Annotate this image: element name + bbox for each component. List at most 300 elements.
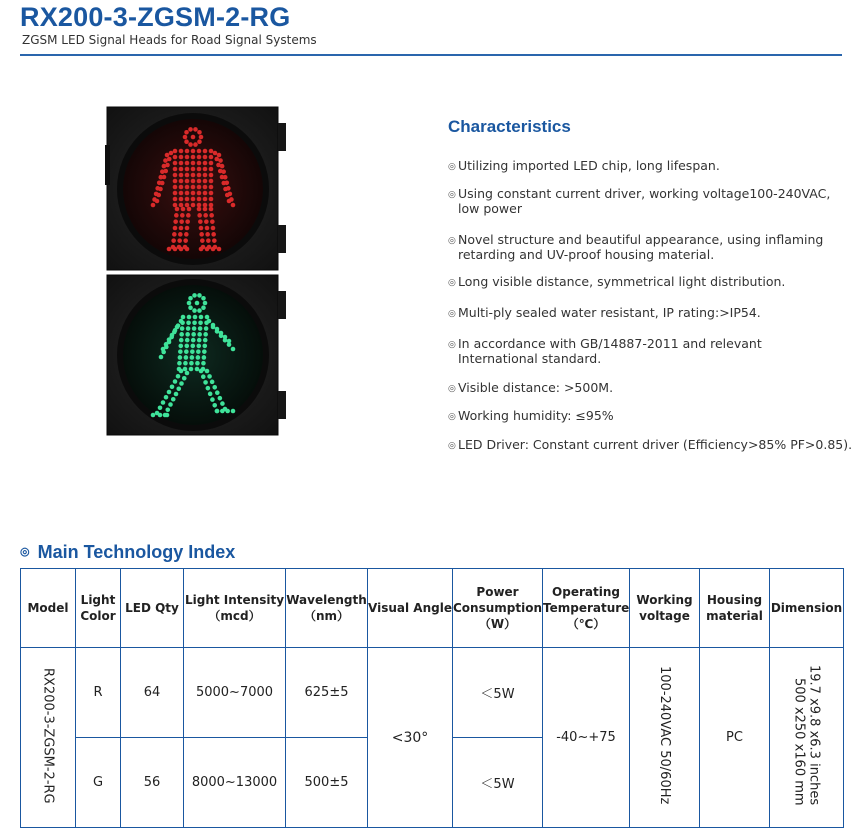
led-dot [223, 338, 228, 343]
led-dot [165, 153, 170, 158]
page-title: RX200-3-ZGSM-2-RG [20, 2, 291, 32]
led-dot [197, 130, 202, 135]
led-dot [177, 361, 182, 366]
tech-index-title: Main Technology Index [37, 542, 236, 562]
led-dot [206, 238, 211, 243]
led-dot [180, 326, 185, 331]
characteristic-item [448, 159, 853, 174]
led-dot [174, 213, 179, 218]
led-dot [207, 374, 212, 379]
led-dot [165, 413, 170, 418]
led-dot [154, 192, 159, 197]
led-dot [173, 161, 178, 166]
led-dot [192, 293, 197, 298]
led-dot [158, 405, 163, 410]
led-dot [197, 185, 202, 190]
led-dot [201, 296, 206, 301]
led-dot [218, 158, 223, 163]
cell-qty: 64 [121, 648, 184, 738]
led-dot [205, 315, 210, 320]
led-dot [179, 203, 184, 208]
led-dot [197, 149, 202, 154]
led-dot [195, 301, 200, 306]
led-dot [179, 149, 184, 154]
characteristic-item [448, 233, 853, 262]
led-dot [169, 151, 174, 156]
led-dot [224, 180, 229, 185]
header-divider [20, 54, 842, 56]
led-dot [171, 238, 176, 243]
led-dot [207, 319, 212, 324]
led-dot [209, 207, 214, 212]
cell-visual-angle: <30° [368, 648, 453, 828]
led-dot [209, 179, 214, 184]
led-dot [203, 155, 208, 160]
led-dot [188, 296, 193, 301]
characteristic-text: In accordance with GB/14887-2011 and relevant [458, 336, 762, 351]
led-dot [205, 247, 210, 252]
led-dot [169, 335, 174, 340]
bullet-icon: ◎ [448, 412, 456, 422]
led-dot [209, 191, 214, 196]
led-dot [185, 161, 190, 166]
characteristic-item [448, 438, 853, 453]
led-dot [179, 185, 184, 190]
led-dot [151, 413, 156, 418]
led-dot [170, 384, 175, 389]
led-dot [190, 344, 195, 349]
led-dot [179, 369, 184, 374]
led-dot [203, 167, 208, 172]
led-dot [217, 153, 222, 158]
bullet-icon: ◎ [448, 340, 456, 350]
col-header-temperature: Operating Temperature （℃） [543, 569, 630, 648]
bullet-icon: ◎ [448, 278, 456, 288]
led-dot [197, 203, 202, 208]
bullet-icon: ◎ [448, 309, 456, 319]
led-dot [201, 361, 206, 366]
led-dot [178, 355, 183, 360]
led-dot [185, 338, 190, 343]
led-dot [209, 149, 214, 154]
led-dot [191, 149, 196, 154]
led-dot [179, 167, 184, 172]
led-dot [210, 380, 215, 385]
col-header-voltage: Working voltage [630, 569, 700, 648]
led-dot [192, 326, 197, 331]
characteristic-text: Multi-ply sealed water resistant, IP rating:>IP54. [458, 305, 761, 320]
led-dot [231, 203, 236, 208]
led-dot [198, 320, 203, 325]
page-subtitle: ZGSM LED Signal Heads for Road Signal Systems [22, 33, 317, 47]
led-dot [226, 186, 231, 191]
led-dot [208, 392, 213, 397]
led-dot [198, 326, 203, 331]
cell-qty: 56 [121, 738, 184, 828]
led-dot [160, 169, 165, 174]
led-dot [203, 149, 208, 154]
led-dot [179, 191, 184, 196]
led-dot [210, 397, 215, 402]
led-dot [191, 185, 196, 190]
led-dot [191, 338, 196, 343]
led-dot [173, 149, 178, 154]
led-dot [185, 179, 190, 184]
characteristic-text: Visible distance: >500M. [458, 380, 614, 395]
col-header-housing: Housing material [700, 569, 770, 648]
led-dot [184, 139, 189, 144]
col-header-intensity: Light Intensity （mcd） [184, 569, 286, 648]
led-dot [201, 374, 206, 379]
led-dot [199, 315, 204, 320]
led-dot [193, 315, 198, 320]
led-dot [203, 197, 208, 202]
led-dot [221, 169, 226, 174]
led-dot [218, 396, 223, 401]
led-dot [173, 379, 178, 384]
led-dot [165, 407, 170, 412]
bullet-icon: ◎ [448, 190, 456, 200]
led-dot [173, 191, 178, 196]
characteristic-item [448, 306, 853, 321]
led-dot [159, 355, 164, 360]
bullet-icon: ◎ [448, 384, 456, 394]
led-dot [179, 219, 184, 224]
characteristics-heading: Characteristics [448, 117, 571, 136]
led-dot [178, 344, 183, 349]
led-dot [183, 135, 188, 140]
bullet-icon: ◎ [448, 236, 456, 246]
led-dot [164, 345, 169, 350]
led-dot [223, 175, 228, 180]
led-dot [188, 142, 193, 147]
led-dot [173, 203, 178, 208]
led-dot [195, 367, 200, 372]
led-dot [217, 247, 222, 252]
led-dot [173, 173, 178, 178]
led-dot [172, 330, 177, 335]
led-dot [173, 219, 178, 224]
characteristic-item [448, 381, 853, 396]
led-dot [205, 226, 210, 231]
led-dot [185, 173, 190, 178]
led-dot [157, 180, 162, 185]
led-dot [196, 344, 201, 349]
led-dot [192, 320, 197, 325]
led-dot [203, 161, 208, 166]
cell-intensity: 5000~7000 [184, 648, 286, 738]
led-dot [197, 179, 202, 184]
led-dot [158, 175, 163, 180]
led-dot [190, 355, 195, 360]
led-dot [199, 369, 204, 374]
col-header-power: Power Consumption （W） [453, 569, 543, 648]
cell-wavelength: 625±5 [286, 648, 368, 738]
led-dot [206, 386, 211, 391]
led-dot [197, 161, 202, 166]
led-dot [177, 238, 182, 243]
cell-color: R [76, 648, 121, 738]
led-dot [211, 226, 216, 231]
led-dot [203, 332, 208, 337]
led-dot [186, 213, 191, 218]
led-dot [215, 409, 220, 414]
led-dot [184, 344, 189, 349]
led-dot [213, 151, 218, 156]
led-dot [229, 197, 234, 202]
led-dot [185, 197, 190, 202]
tech-index-heading [20, 542, 235, 563]
led-dot [197, 139, 202, 144]
led-dot [203, 179, 208, 184]
led-dot [161, 400, 166, 405]
led-dot [211, 247, 216, 252]
led-dot [180, 213, 185, 218]
cell-housing: PC [700, 648, 770, 828]
led-dot [176, 374, 181, 379]
led-dot [220, 164, 225, 169]
cell-wavelength: 500±5 [286, 738, 368, 828]
led-dot [182, 376, 187, 381]
led-dot [185, 155, 190, 160]
led-dot [199, 226, 204, 231]
led-dot [199, 247, 204, 252]
bullet-icon: ◎ [20, 546, 30, 558]
led-dot [155, 186, 160, 191]
led-dot [158, 413, 163, 418]
led-dot [179, 226, 184, 231]
led-dot [179, 155, 184, 160]
led-dot [173, 167, 178, 172]
led-dot [185, 185, 190, 190]
led-dot [197, 155, 202, 160]
characteristic-text: Novel structure and beautiful appearance, using inflaming [458, 232, 824, 247]
cell-voltage: 100-240VAC 50/60Hz [630, 648, 700, 828]
col-header-led-qty: LED Qty [121, 569, 184, 648]
led-dot [163, 158, 168, 163]
led-dot [191, 203, 196, 208]
led-dot [204, 219, 209, 224]
led-dot [185, 371, 190, 376]
led-dot [179, 247, 184, 252]
col-header-dimension: Dimension [770, 569, 844, 648]
led-dot [199, 232, 204, 237]
led-dot [191, 161, 196, 166]
led-dot [175, 207, 180, 212]
cell-dimension: 500 x250 x160 mm19.7 x9.8 x6.3 inches [770, 648, 844, 828]
led-dot [189, 367, 194, 372]
led-dot [151, 203, 156, 208]
pedestrian-signal-image [105, 105, 290, 437]
led-dot [231, 409, 236, 414]
led-dot [164, 395, 169, 400]
led-dot [225, 409, 230, 414]
led-dot [173, 185, 178, 190]
led-dot [209, 173, 214, 178]
led-dot [215, 390, 220, 395]
led-dot [191, 155, 196, 160]
led-dot [197, 213, 202, 218]
tech-index-table [20, 568, 844, 828]
led-dot [209, 167, 214, 172]
led-dot [179, 381, 184, 386]
led-dot [219, 334, 224, 339]
led-dot [195, 361, 200, 366]
led-dot [197, 167, 202, 172]
cell-temperature: -40~+75 [543, 648, 630, 828]
led-dot [209, 197, 214, 202]
led-dot [205, 369, 210, 374]
led-dot [197, 191, 202, 196]
led-dot [203, 213, 208, 218]
led-dot [181, 207, 186, 212]
led-dot [175, 325, 180, 330]
led-dot [185, 191, 190, 196]
led-dot [196, 355, 201, 360]
led-dot [167, 247, 172, 252]
led-dot [171, 397, 176, 402]
led-dot [183, 238, 188, 243]
led-dot [215, 329, 220, 334]
led-dot [209, 203, 214, 208]
characteristic-item [448, 187, 853, 216]
led-dot [185, 219, 190, 224]
led-dot [197, 293, 202, 298]
led-dot [203, 338, 208, 343]
led-dot [179, 319, 184, 324]
led-dot [212, 403, 217, 408]
led-dot [191, 179, 196, 184]
led-dot [196, 349, 201, 354]
led-dot [173, 197, 178, 202]
led-dot [205, 232, 210, 237]
led-dot [162, 164, 167, 169]
col-header-wavelength: Wavelength （nm） [286, 569, 368, 648]
led-dot [173, 247, 178, 252]
led-dot [184, 349, 189, 354]
led-dot [231, 347, 236, 352]
led-dot [187, 315, 192, 320]
led-dot [179, 332, 184, 337]
led-dot [212, 385, 217, 390]
col-header-light-color: Light Color [76, 569, 121, 648]
led-dot [212, 238, 217, 243]
cell-color: G [76, 738, 121, 828]
led-dot [185, 203, 190, 208]
led-dot [181, 315, 186, 320]
led-dot [191, 332, 196, 337]
led-dot [174, 392, 179, 397]
led-dot [202, 355, 207, 360]
led-dot [185, 247, 190, 252]
characteristic-text: LED Driver: Constant current driver (Efficiency>85% PF>0.85). [458, 437, 853, 452]
led-dot [203, 207, 208, 212]
led-dot [209, 213, 214, 218]
characteristic-text: Using constant current driver, working voltage100-240VAC, [458, 186, 831, 201]
led-dot [197, 332, 202, 337]
cell-intensity: 8000~13000 [184, 738, 286, 828]
led-dot [179, 161, 184, 166]
led-dot [188, 305, 193, 310]
characteristic-item [448, 275, 853, 290]
led-dot [203, 203, 208, 208]
led-dot [179, 179, 184, 184]
led-dot [168, 402, 173, 407]
led-dot [199, 135, 204, 140]
led-dot [191, 197, 196, 202]
col-header-visual-angle: Visual Angle [368, 569, 453, 648]
led-dot [203, 191, 208, 196]
led-dot [209, 185, 214, 190]
led-dot [173, 179, 178, 184]
led-dot [197, 207, 202, 212]
characteristic-text: Working humidity: ≤95% [458, 408, 614, 423]
led-dot [173, 155, 178, 160]
led-dot [211, 325, 216, 330]
led-dot [184, 130, 189, 135]
cell-power: ＜5W [453, 738, 543, 828]
bullet-icon: ◎ [448, 162, 456, 172]
led-dot [173, 226, 178, 231]
led-dot [189, 361, 194, 366]
characteristic-text: Long visible distance, symmetrical light distribution. [458, 274, 786, 289]
led-dot [197, 308, 202, 313]
led-dot [179, 338, 184, 343]
led-dot [167, 340, 172, 345]
led-dot [172, 232, 177, 237]
characteristic-item [448, 409, 853, 424]
led-dot [187, 207, 192, 212]
led-dot [191, 191, 196, 196]
led-dot [179, 173, 184, 178]
led-dot [193, 142, 198, 147]
led-dot [204, 326, 209, 331]
led-dot [178, 232, 183, 237]
cell-power: ＜5W [453, 648, 543, 738]
bullet-icon: ◎ [448, 441, 456, 451]
led-dot [176, 386, 181, 391]
table-header-row [21, 569, 844, 648]
led-dot [227, 342, 232, 347]
led-dot [197, 173, 202, 178]
characteristic-text-cont: International standard. [458, 350, 602, 366]
led-dot [192, 308, 197, 313]
led-dot [197, 338, 202, 343]
led-dot [185, 167, 190, 172]
led-dot [167, 390, 172, 395]
characteristic-text: Utilizing imported LED chip, long lifespan. [458, 158, 720, 173]
col-header-model: Model [21, 569, 76, 648]
led-dot [186, 320, 191, 325]
led-dot [198, 219, 203, 224]
led-dot [220, 409, 225, 414]
characteristic-item [448, 337, 853, 366]
led-dot [184, 232, 189, 237]
characteristic-text-cont: retarding and UV-proof housing material. [458, 246, 715, 262]
characteristic-text-cont: low power [458, 200, 522, 216]
led-dot [209, 161, 214, 166]
led-dot [190, 349, 195, 354]
led-dot [211, 232, 216, 237]
led-dot [161, 350, 166, 355]
table-row [21, 648, 844, 738]
led-dot [183, 367, 188, 372]
led-dot [185, 226, 190, 231]
led-dot [203, 380, 208, 385]
led-dot [200, 238, 205, 243]
led-dot [152, 197, 157, 202]
led-dot [197, 197, 202, 202]
